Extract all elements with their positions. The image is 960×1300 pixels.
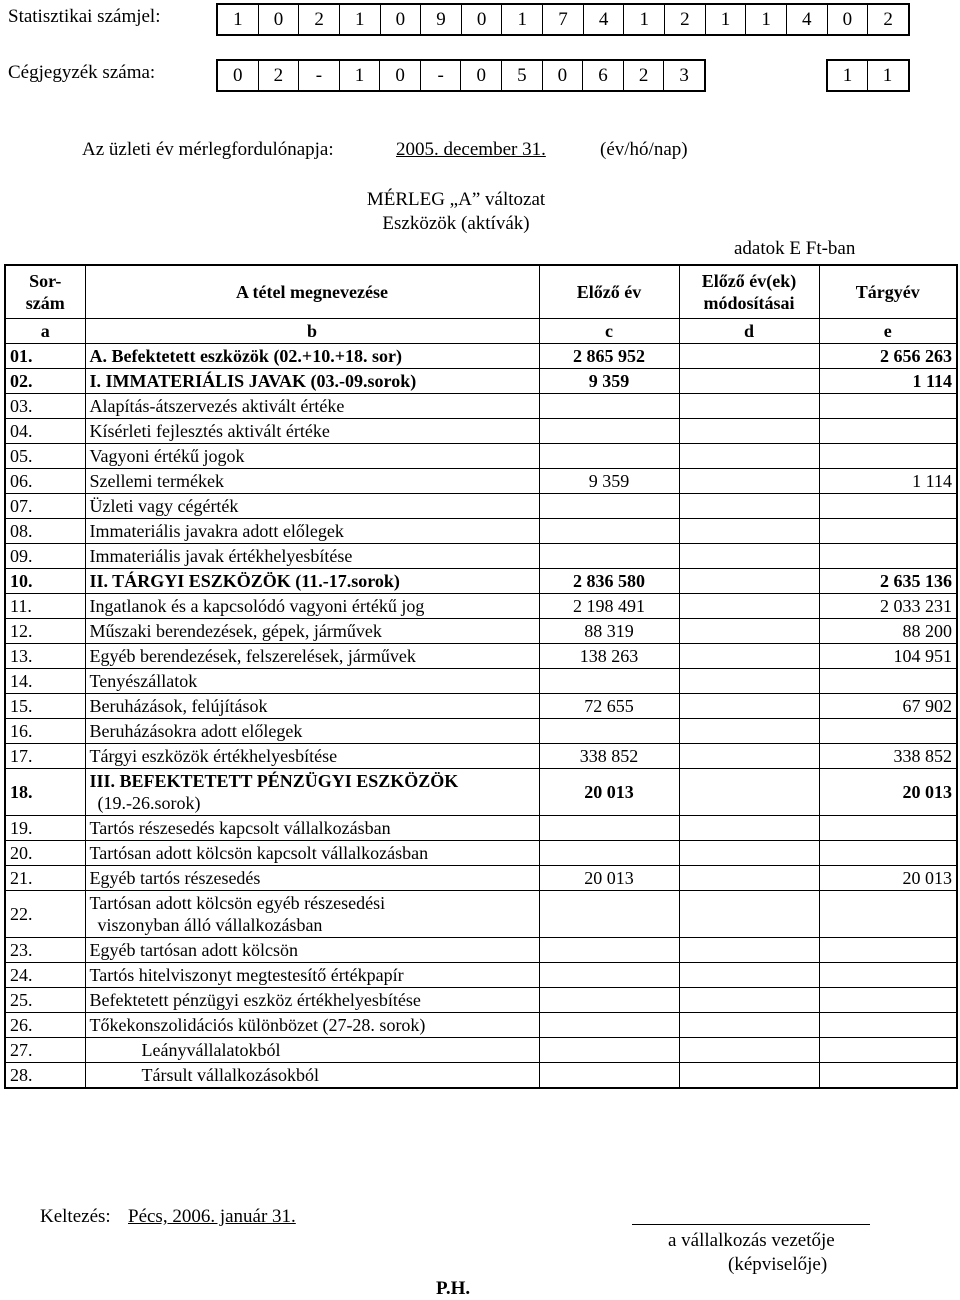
row-name-line1: Egyéb berendezések, felszerelések, járművek [89, 646, 416, 666]
row-name [85, 644, 539, 669]
cegj-label: Cégjegyzék száma: [8, 62, 156, 83]
row-curr-value [819, 394, 957, 419]
table-row [5, 419, 957, 444]
signature-line [632, 1224, 870, 1225]
table-header-row [5, 265, 957, 319]
digit-box: - [421, 61, 462, 90]
row-number: 06. [5, 469, 85, 494]
table-row [5, 369, 957, 394]
row-prev-value [539, 1063, 679, 1089]
letter-d: d [679, 319, 819, 344]
digit-box: 1 [502, 5, 543, 34]
digit-box: 0 [828, 5, 869, 34]
row-curr-value: 20 013 [819, 866, 957, 891]
table-row [5, 744, 957, 769]
row-name-line1: A. Befektetett eszközök (02.+10.+18. sor) [89, 346, 402, 366]
row-curr-value: 104 951 [819, 644, 957, 669]
row-prev-value [539, 419, 679, 444]
row-mod-value [679, 419, 819, 444]
row-mod-value [679, 988, 819, 1013]
row-mod-value [679, 619, 819, 644]
digit-box: 0 [461, 61, 502, 90]
row-curr-value: 67 902 [819, 694, 957, 719]
row-mod-value [679, 544, 819, 569]
row-mod-value [679, 494, 819, 519]
letter-c: c [539, 319, 679, 344]
digit-box: 2 [883, 8, 893, 30]
row-prev-value: 338 852 [539, 744, 679, 769]
row-name [85, 1063, 539, 1089]
row-prev-value [539, 394, 679, 419]
digit-box: 2 [259, 61, 300, 90]
page-subtitle: Eszközök (aktívák) [382, 213, 530, 234]
stat-number-boxes [216, 3, 910, 36]
digit-box: 0 [462, 5, 503, 34]
row-curr-value [819, 1038, 957, 1063]
row-name-line1: Beruházások, felújítások [89, 696, 268, 716]
col-sorszam-line1: Sor- [29, 271, 62, 291]
table-row [5, 469, 957, 494]
row-curr-value [819, 494, 957, 519]
row-name-line1: Tenyészállatok [89, 671, 198, 691]
row-name [85, 769, 539, 816]
row-name [85, 866, 539, 891]
row-curr-value [819, 444, 957, 469]
row-name-line1: Leányvállalatokból [141, 1040, 281, 1060]
row-number: 05. [5, 444, 85, 469]
digit-box: 4 [787, 5, 828, 34]
table-row [5, 1013, 957, 1038]
digit-box: 2 [665, 5, 706, 34]
row-prev-value: 2 198 491 [539, 594, 679, 619]
row-number: 03. [5, 394, 85, 419]
row-number: 21. [5, 866, 85, 891]
row-prev-value: 2 865 952 [539, 344, 679, 369]
row-number: 18. [5, 769, 85, 816]
row-mod-value [679, 519, 819, 544]
row-name-line1: Tárgyi eszközök értékhelyesbítése [89, 746, 338, 766]
table-row [5, 594, 957, 619]
row-prev-value: 9 359 [539, 369, 679, 394]
row-prev-value [539, 519, 679, 544]
digit-box: 2 [624, 61, 665, 90]
row-name [85, 519, 539, 544]
row-number: 16. [5, 719, 85, 744]
row-name-line1: II. TÁRGYI ESZKÖZÖK (11.-17.sorok) [89, 571, 400, 591]
balance-table [4, 264, 958, 1089]
row-mod-value [679, 719, 819, 744]
row-name-line1: Ingatlanok és a kapcsolódó vagyoni értékű jog [89, 596, 425, 616]
row-prev-value: 138 263 [539, 644, 679, 669]
table-row [5, 866, 957, 891]
row-curr-value: 20 013 [819, 769, 957, 816]
row-name [85, 744, 539, 769]
row-curr-value: 88 200 [819, 619, 957, 644]
col-mod-line2: módosításai [703, 293, 795, 313]
row-name [85, 841, 539, 866]
row-name [85, 694, 539, 719]
row-curr-value: 2 635 136 [819, 569, 957, 594]
row-prev-value [539, 719, 679, 744]
digit-box: 2 [299, 5, 340, 34]
row-mod-value [679, 769, 819, 816]
row-curr-value [819, 988, 957, 1013]
row-prev-value: 9 359 [539, 469, 679, 494]
row-mod-value [679, 669, 819, 694]
digit-box: 6 [583, 61, 624, 90]
row-prev-value [539, 669, 679, 694]
table-row [5, 344, 957, 369]
row-prev-value [539, 494, 679, 519]
row-number: 17. [5, 744, 85, 769]
row-name [85, 444, 539, 469]
date-value: 2005. december 31. [396, 139, 546, 160]
unit-label: adatok E Ft-ban [734, 238, 856, 259]
row-number: 04. [5, 419, 85, 444]
row-name-line1: III. BEFEKTETETT PÉNZÜGYI ESZKÖZÖK [89, 771, 459, 791]
row-name [85, 719, 539, 744]
row-name [85, 938, 539, 963]
row-prev-value [539, 891, 679, 938]
row-mod-value [679, 469, 819, 494]
row-curr-value: 338 852 [819, 744, 957, 769]
row-name [85, 469, 539, 494]
row-mod-value [679, 1063, 819, 1089]
row-number: 09. [5, 544, 85, 569]
row-name-line1: Egyéb tartósan adott kölcsön [89, 940, 298, 960]
row-name-line1: I. IMMATERIÁLIS JAVAK (03.-09.sorok) [89, 371, 417, 391]
table-row [5, 619, 957, 644]
row-name [85, 369, 539, 394]
table-row [5, 569, 957, 594]
row-mod-value [679, 866, 819, 891]
keltezes-label: Keltezés: [40, 1206, 111, 1227]
row-curr-value [819, 841, 957, 866]
row-name [85, 569, 539, 594]
col-prev: Előző év [539, 265, 679, 319]
table-row [5, 719, 957, 744]
row-prev-value [539, 1013, 679, 1038]
row-prev-value: 88 319 [539, 619, 679, 644]
row-name [85, 419, 539, 444]
signer-title: a vállalkozás vezetője [668, 1230, 835, 1251]
table-row [5, 644, 957, 669]
row-mod-value [679, 369, 819, 394]
row-name [85, 394, 539, 419]
digit-box: 0 [380, 61, 421, 90]
row-number: 26. [5, 1013, 85, 1038]
row-mod-value [679, 644, 819, 669]
row-mod-value [679, 569, 819, 594]
row-name-line1: Tartós részesedés kapcsolt vállalkozásban [89, 818, 391, 838]
row-prev-value [539, 963, 679, 988]
letter-b: b [85, 319, 539, 344]
row-name-line1: Tőkekonszolidációs különbözet (27-28. sorok) [89, 1015, 426, 1035]
row-curr-value [819, 419, 957, 444]
row-name-line1: Befektetett pénzügyi eszköz értékhelyesbítése [89, 990, 421, 1010]
table-row [5, 544, 957, 569]
stamp-placeholder: P.H. [436, 1278, 471, 1299]
row-name-line1: Szellemi termékek [89, 471, 224, 491]
row-curr-value: 2 656 263 [819, 344, 957, 369]
row-number: 01. [5, 344, 85, 369]
row-prev-value: 2 836 580 [539, 569, 679, 594]
col-mod-line1: Előző év(ek) [701, 271, 797, 291]
row-mod-value [679, 744, 819, 769]
table-row [5, 891, 957, 938]
row-mod-value [679, 891, 819, 938]
row-prev-value [539, 1038, 679, 1063]
date-label: Az üzleti év mérlegfordulónapja: [82, 139, 334, 160]
row-prev-value [539, 938, 679, 963]
digit-box: 3 [679, 64, 689, 86]
digit-box: 1 [624, 5, 665, 34]
row-name [85, 494, 539, 519]
table-row [5, 519, 957, 544]
table-row [5, 841, 957, 866]
table-row [5, 938, 957, 963]
digit-box: 5 [502, 61, 543, 90]
row-name-line1: Kísérleti fejlesztés aktivált értéke [89, 421, 330, 441]
row-number: 22. [5, 891, 85, 938]
row-mod-value [679, 1038, 819, 1063]
row-name [85, 594, 539, 619]
col-mod [679, 265, 819, 319]
row-prev-value: 20 013 [539, 769, 679, 816]
date-format: (év/hó/nap) [600, 139, 688, 160]
row-name-line1: Társult vállalkozásokból [141, 1065, 319, 1085]
digit-box: 1 [746, 5, 787, 34]
digit-box: 4 [584, 5, 625, 34]
col-sorszam [5, 265, 85, 319]
digit-box: 1 [706, 5, 747, 34]
cegj-suffix-boxes [826, 59, 910, 92]
row-curr-value [819, 519, 957, 544]
row-name-line1: Tartós hitelviszonyt megtestesítő értékpapír [89, 965, 404, 985]
row-name [85, 816, 539, 841]
row-number: 14. [5, 669, 85, 694]
row-mod-value [679, 1013, 819, 1038]
table-row [5, 444, 957, 469]
digit-box: 0 [218, 61, 259, 90]
row-curr-value [819, 1063, 957, 1089]
digit-box: 1 [340, 5, 381, 34]
row-name [85, 619, 539, 644]
table-row [5, 694, 957, 719]
table-row [5, 669, 957, 694]
table-row [5, 769, 957, 816]
row-number: 02. [5, 369, 85, 394]
row-name [85, 891, 539, 938]
row-name-line2: viszonyban álló vállalkozásban [97, 915, 323, 935]
row-name-line1: Műszaki berendezések, gépek, járművek [89, 621, 382, 641]
row-curr-value: 1 114 [819, 369, 957, 394]
row-name-line2: (19.-26.sorok) [97, 793, 201, 813]
row-number: 25. [5, 988, 85, 1013]
table-row [5, 1038, 957, 1063]
table-row [5, 494, 957, 519]
digit-box: 9 [421, 5, 462, 34]
row-number: 19. [5, 816, 85, 841]
row-number: 10. [5, 569, 85, 594]
table-letter-row [5, 319, 957, 344]
row-curr-value: 1 114 [819, 469, 957, 494]
table-row [5, 1063, 957, 1089]
letter-e: e [819, 319, 957, 344]
row-prev-value [539, 544, 679, 569]
row-curr-value [819, 963, 957, 988]
row-curr-value: 2 033 231 [819, 594, 957, 619]
row-name-line1: Immateriális javak értékhelyesbítése [89, 546, 353, 566]
row-number: 12. [5, 619, 85, 644]
page-title: MÉRLEG „A” változat [366, 189, 546, 210]
col-sorszam-line2: szám [25, 293, 65, 313]
digit-box: 1 [340, 61, 381, 90]
row-curr-value [819, 816, 957, 841]
digit-box: 0 [381, 5, 422, 34]
row-mod-value [679, 344, 819, 369]
row-prev-value: 20 013 [539, 866, 679, 891]
digit-box: 0 [259, 5, 300, 34]
row-number: 27. [5, 1038, 85, 1063]
row-name [85, 544, 539, 569]
stat-label: Statisztikai számjel: [8, 6, 161, 27]
row-mod-value [679, 394, 819, 419]
row-prev-value [539, 816, 679, 841]
row-name [85, 1013, 539, 1038]
col-name: A tétel megnevezése [85, 265, 539, 319]
row-mod-value [679, 841, 819, 866]
row-name-line1: Egyéb tartós részesedés [89, 868, 261, 888]
row-name-line1: Tartósan adott kölcsön kapcsolt vállalkozásban [89, 843, 429, 863]
signer-subtitle: (képviselője) [728, 1254, 828, 1275]
row-prev-value [539, 988, 679, 1013]
row-curr-value [819, 1013, 957, 1038]
digit-box: 1 [828, 61, 868, 90]
digit-box: 1 [218, 5, 259, 34]
row-name-line1: Alapítás-átszervezés aktivált értéke [89, 396, 345, 416]
row-name [85, 963, 539, 988]
keltezes-value: Pécs, 2006. január 31. [128, 1206, 296, 1227]
row-name-line1: Tartósan adott kölcsön egyéb részesedési [89, 893, 386, 913]
row-mod-value [679, 963, 819, 988]
row-number: 24. [5, 963, 85, 988]
row-number: 20. [5, 841, 85, 866]
row-number: 23. [5, 938, 85, 963]
row-number: 28. [5, 1063, 85, 1089]
table-row [5, 988, 957, 1013]
row-curr-value [819, 544, 957, 569]
digit-box: 7 [543, 5, 584, 34]
row-number: 08. [5, 519, 85, 544]
row-name-line1: Immateriális javakra adott előlegek [89, 521, 344, 541]
row-mod-value [679, 938, 819, 963]
row-name [85, 988, 539, 1013]
row-name-line1: Üzleti vagy cégérték [89, 496, 239, 516]
row-prev-value [539, 444, 679, 469]
row-number: 11. [5, 594, 85, 619]
letter-a: a [5, 319, 85, 344]
row-mod-value [679, 816, 819, 841]
table-row [5, 816, 957, 841]
row-number: 13. [5, 644, 85, 669]
row-name [85, 344, 539, 369]
row-mod-value [679, 694, 819, 719]
row-curr-value [819, 719, 957, 744]
col-curr: Tárgyév [819, 265, 957, 319]
row-prev-value [539, 841, 679, 866]
row-curr-value [819, 891, 957, 938]
table-row [5, 963, 957, 988]
row-mod-value [679, 444, 819, 469]
row-name-line1: Beruházásokra adott előlegek [89, 721, 303, 741]
row-number: 07. [5, 494, 85, 519]
row-curr-value [819, 938, 957, 963]
digit-box: 1 [882, 64, 893, 86]
row-curr-value [819, 669, 957, 694]
digit-box: 0 [543, 61, 584, 90]
row-name [85, 669, 539, 694]
cegj-number-boxes [216, 59, 706, 92]
row-prev-value: 72 655 [539, 694, 679, 719]
row-number: 15. [5, 694, 85, 719]
row-name [85, 1038, 539, 1063]
table-row [5, 394, 957, 419]
row-mod-value [679, 594, 819, 619]
digit-box: - [299, 61, 340, 90]
row-name-line1: Vagyoni értékű jogok [89, 446, 245, 466]
